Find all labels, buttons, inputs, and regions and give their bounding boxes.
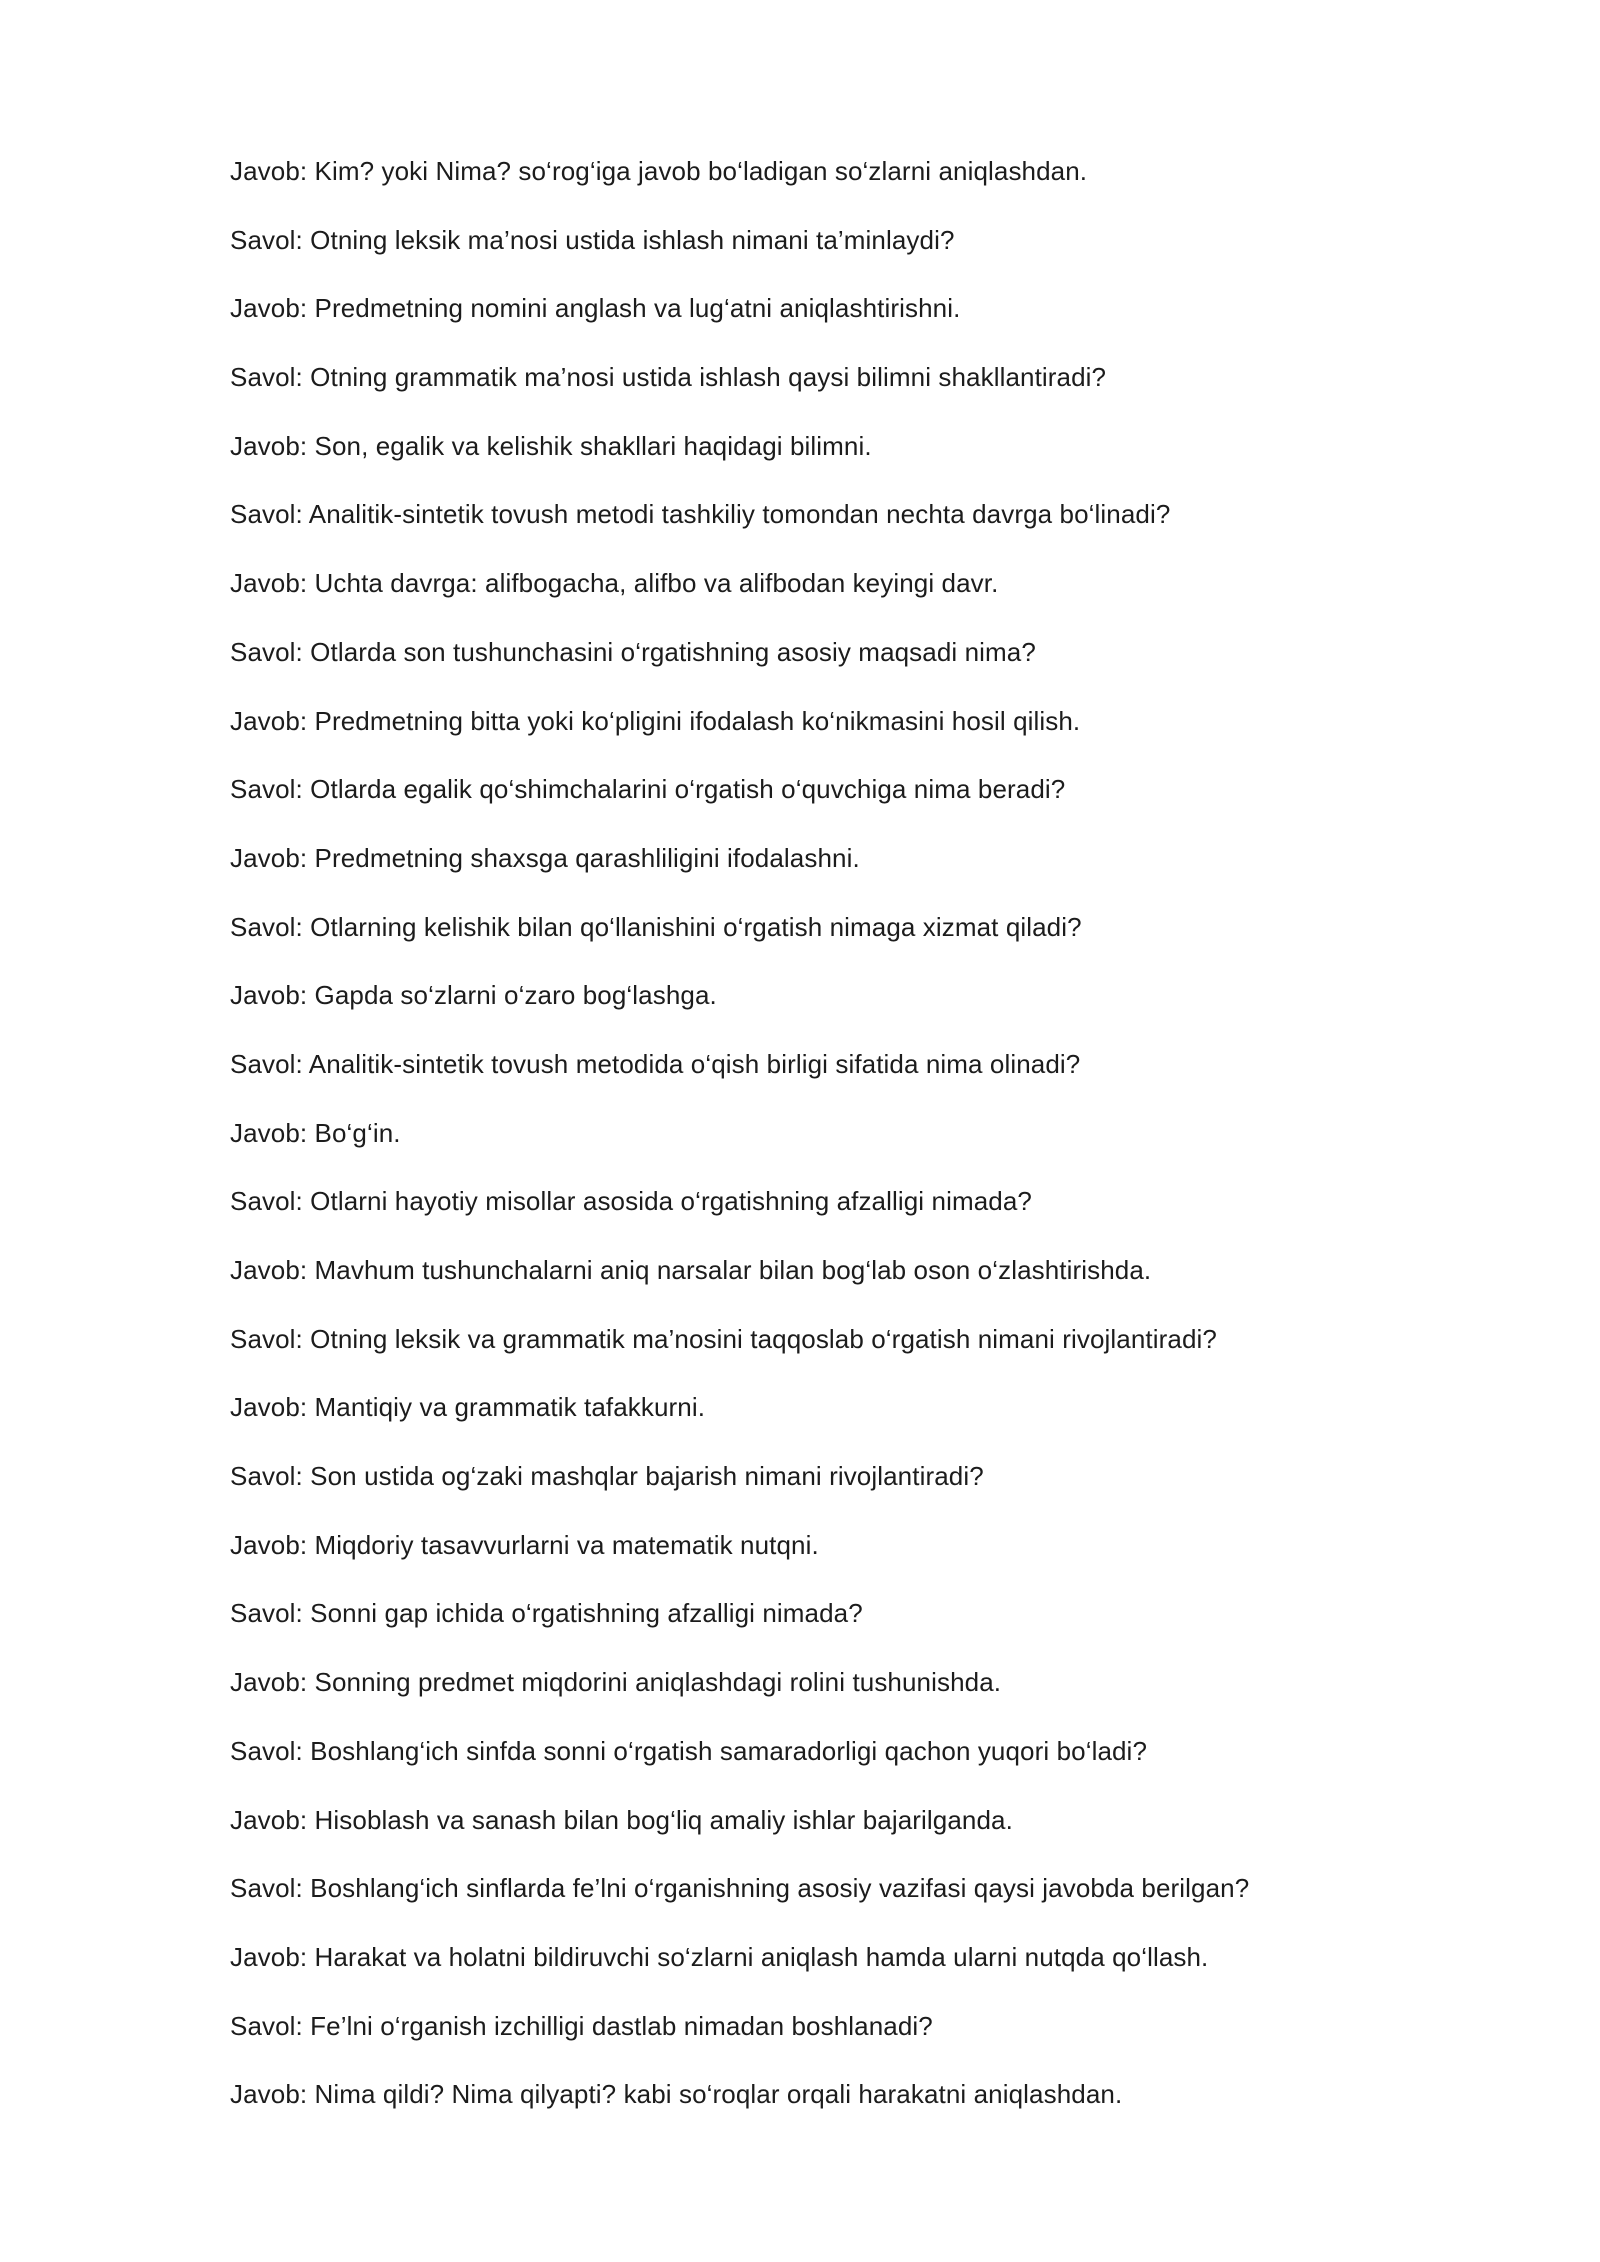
text-line: Savol: Otlarda son tushunchasini o‘rgatishning asosiy maqsadi nima? xyxy=(230,636,1036,667)
text-line: Savol: Otning grammatik ma’nosi ustida ishlash qaysi bilimni shakllantiradi? xyxy=(230,362,1107,393)
text-line: Savol: Analitik-sintetik tovush metodi tashkiliy tomondan nechta davrga bo‘linadi? xyxy=(230,499,1171,530)
text-line: Savol: Otlarni hayotiy misollar asosida o‘rgatishning afzalligi nimada? xyxy=(230,1186,1032,1217)
text-line: Javob: Sonning predmet miqdorini aniqlashdagi rolini tushunishda. xyxy=(230,1667,1002,1698)
text-line: Savol: Fe’lni o‘rganish izchilligi dastlab nimadan boshlanadi? xyxy=(230,2010,933,2041)
text-line: Savol: Boshlang‘ich sinflarda fe’lni o‘rganishning asosiy vazifasi qaysi javobda berilgan? xyxy=(230,1873,1250,1904)
text-line: Savol: Analitik-sintetik tovush metodida o‘qish birligi sifatida nima olinadi? xyxy=(230,1048,1081,1079)
text-line: Javob: Uchta davrga: alifbogacha, alifbo va alifbodan keyingi davr. xyxy=(230,568,999,599)
text-line: Savol: Otlarning kelishik bilan qo‘llanishini o‘rgatish nimaga xizmat qiladi? xyxy=(230,911,1082,942)
text-line: Javob: Gapda so‘zlarni o‘zaro bog‘lashga. xyxy=(230,980,717,1011)
text-line: Savol: Son ustida og‘zaki mashqlar bajarish nimani rivojlantiradi? xyxy=(230,1461,984,1492)
text-line: Javob: Predmetning shaxsga qarashliligini ifodalashni. xyxy=(230,842,860,873)
text-line: Javob: Nima qildi? Nima qilyapti? kabi so‘roqlar orqali harakatni aniqlashdan. xyxy=(230,2079,1123,2110)
text-line: Javob: Harakat va holatni bildiruvchi so‘zlarni aniqlash hamda ularni nutqda qo‘llash. xyxy=(230,1941,1209,1972)
text-line: Javob: Predmetning bitta yoki ko‘pligini ifodalash ko‘nikmasini hosil qilish. xyxy=(230,705,1081,736)
text-line: Savol: Otlarda egalik qo‘shimchalarini o‘rgatish o‘quvchiga nima beradi? xyxy=(230,774,1066,805)
text-line: Javob: Bo‘g‘in. xyxy=(230,1117,401,1148)
text-line: Javob: Mantiqiy va grammatik tafakkurni. xyxy=(230,1392,706,1423)
qa-text-block xyxy=(230,150,1430,2142)
text-line: Javob: Kim? yoki Nima? so‘rog‘iga javob bo‘ladigan so‘zlarni aniqlashdan. xyxy=(230,156,1088,186)
text-line: Javob: Hisoblash va sanash bilan bog‘liq amaliy ishlar bajarilganda. xyxy=(230,1804,1013,1835)
text-line: Savol: Otning leksik va grammatik ma’nosini taqqoslab o‘rgatish nimani rivojlantiradi? xyxy=(230,1323,1217,1354)
text-line: Savol: Sonni gap ichida o‘rgatishning afzalligi nimada? xyxy=(230,1598,863,1629)
text-line: Javob: Son, egalik va kelishik shakllari haqidagi bilimni. xyxy=(230,430,872,461)
text-line: Javob: Miqdoriy tasavvurlarni va matematik nutqni. xyxy=(230,1529,819,1560)
text-line: Savol: Boshlang‘ich sinfda sonni o‘rgatish samaradorligi qachon yuqori bo‘ladi? xyxy=(230,1735,1147,1766)
text-line: Savol: Otning leksik ma’nosi ustida ishlash nimani ta’minlaydi? xyxy=(230,224,955,255)
text-line: Javob: Mavhum tushunchalarni aniq narsalar bilan bog‘lab oson o‘zlashtirishda. xyxy=(230,1255,1152,1285)
text-line: Javob: Predmetning nomini anglash va lug‘atni aniqlashtirishni. xyxy=(230,293,961,324)
